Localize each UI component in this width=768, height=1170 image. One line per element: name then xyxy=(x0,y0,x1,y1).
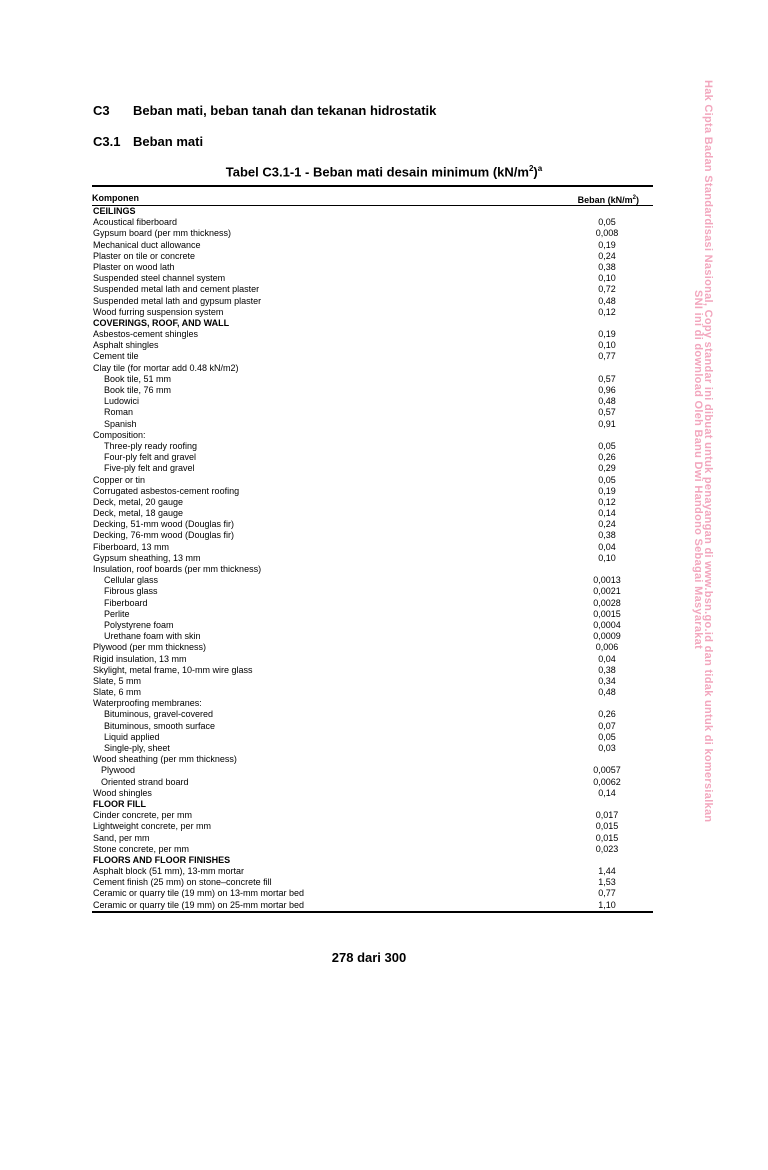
row-label: Gypsum sheathing, 13 mm xyxy=(93,552,201,563)
table-row xyxy=(92,586,653,597)
table-row xyxy=(92,698,653,709)
section-title: Beban mati, beban tanah dan tekanan hidrostatik xyxy=(133,103,437,118)
row-value: 0,0009 xyxy=(593,631,621,642)
row-value: 0,04 xyxy=(598,653,616,664)
table-title-note: a xyxy=(537,164,543,173)
row-label: Fiberboard xyxy=(104,597,148,608)
row-label: Perlite xyxy=(104,608,130,619)
table-row xyxy=(92,754,653,765)
row-value: 0,0028 xyxy=(593,597,621,608)
table-row xyxy=(92,419,653,430)
row-label: Wood furring suspension system xyxy=(93,306,224,317)
column-header-beban-tail: ) xyxy=(636,195,639,205)
row-label: Cement tile xyxy=(93,351,139,362)
row-value: 0,04 xyxy=(598,541,616,552)
row-value: 0,0013 xyxy=(593,575,621,586)
section-heading-c3 xyxy=(93,103,436,118)
row-value: 0,0062 xyxy=(593,776,621,787)
table-row xyxy=(92,833,653,844)
row-value: 0,14 xyxy=(598,787,616,798)
section-title: Beban mati xyxy=(133,134,204,149)
row-value: 0,19 xyxy=(598,239,616,250)
row-value: 0,72 xyxy=(598,284,616,295)
table-row xyxy=(92,430,653,441)
table-row xyxy=(92,900,653,911)
table-row xyxy=(92,765,653,776)
row-label: Wood shingles xyxy=(93,787,152,798)
table-section-row xyxy=(92,799,653,810)
table-title-text: Tabel C3.1-1 - Beban mati desain minimum (kN/m xyxy=(225,164,529,180)
table-row xyxy=(92,296,653,307)
row-value: 0,015 xyxy=(595,832,619,843)
table-row xyxy=(92,240,653,251)
row-label: COVERINGS, ROOF, AND WALL xyxy=(93,317,230,328)
table-row xyxy=(92,307,653,318)
table-row xyxy=(92,598,653,609)
row-value: 0,015 xyxy=(595,821,619,832)
table-row xyxy=(92,810,653,821)
row-value: 0,19 xyxy=(598,485,616,496)
row-value: 0,0015 xyxy=(593,608,621,619)
table-row xyxy=(92,642,653,653)
table-row xyxy=(92,441,653,452)
row-label: Plywood xyxy=(101,765,136,776)
table-row xyxy=(92,284,653,295)
page-number: 278 dari 300 xyxy=(331,950,407,965)
row-label: Waterproofing membranes: xyxy=(93,698,202,709)
row-label: Slate, 5 mm xyxy=(93,675,142,686)
row-label: Roman xyxy=(104,407,134,418)
row-label: Lightweight concrete, per mm xyxy=(93,821,212,832)
row-label: Acoustical fiberboard xyxy=(93,217,178,228)
row-label: CEILINGS xyxy=(93,206,136,216)
column-header-komponen: Komponen xyxy=(92,193,139,203)
row-label: Fibrous glass xyxy=(104,586,158,597)
table-row xyxy=(92,788,653,799)
table-section-row xyxy=(92,206,653,217)
row-label: Suspended steel channel system xyxy=(93,273,226,284)
row-label: Bituminous, smooth surface xyxy=(104,720,216,731)
table-row xyxy=(92,844,653,855)
row-label: Book tile, 51 mm xyxy=(104,373,172,384)
row-label: Corrugated asbestos-cement roofing xyxy=(93,485,240,496)
row-label: FLOORS AND FLOOR FINISHES xyxy=(93,854,231,865)
row-label: Plaster on tile or concrete xyxy=(93,250,196,261)
table-row xyxy=(92,888,653,899)
row-value: 0,03 xyxy=(598,743,616,753)
row-value: 0,0021 xyxy=(593,586,621,597)
row-label: Ludowici xyxy=(104,396,140,407)
row-label: Ceramic or quarry tile (19 mm) on 13-mm mortar bed xyxy=(93,888,305,899)
table-row xyxy=(92,519,653,530)
row-label: Fiberboard, 13 mm xyxy=(93,541,170,552)
row-value: 0,0057 xyxy=(593,765,621,776)
table-row xyxy=(92,553,653,564)
table-row xyxy=(92,575,653,586)
row-value: 1,10 xyxy=(598,899,616,910)
table-row xyxy=(92,665,653,676)
table-row xyxy=(92,620,653,631)
row-value: 0,77 xyxy=(598,351,616,362)
row-label: Urethane foam with skin xyxy=(104,631,201,642)
row-value: 0,38 xyxy=(598,530,616,541)
row-value: 0,38 xyxy=(598,261,616,272)
row-label: Four-ply felt and gravel xyxy=(104,452,197,463)
table-row xyxy=(92,463,653,474)
table-row xyxy=(92,743,653,754)
row-label: Mechanical duct allowance xyxy=(93,239,201,250)
row-value: 0,57 xyxy=(598,373,616,384)
row-label: Ceramic or quarry tile (19 mm) on 25-mm mortar bed xyxy=(93,899,305,910)
table-row xyxy=(92,340,653,351)
table-row xyxy=(92,374,653,385)
watermark-copyright: Hak Cipta Badan Standardisasi Nasional, Copy standar ini dibuat untuk penayangan di www.bsn.go.id dan tidak untuk di komersialkan xyxy=(702,80,714,823)
section-number: C3 xyxy=(93,103,110,118)
table-row xyxy=(92,385,653,396)
table-row xyxy=(92,866,653,877)
table-row xyxy=(92,654,653,665)
table-row xyxy=(92,821,653,832)
row-value: 0,017 xyxy=(595,810,619,821)
table-row xyxy=(92,273,653,284)
table-row xyxy=(92,709,653,720)
row-label: Asbestos-cement shingles xyxy=(93,329,199,340)
row-value: 0,07 xyxy=(598,720,616,731)
table-row xyxy=(92,251,653,262)
table-row xyxy=(92,217,653,228)
table-row xyxy=(92,508,653,519)
row-label: Bituminous, gravel-covered xyxy=(104,709,214,720)
row-value: 0,10 xyxy=(598,340,616,351)
row-label: Cement finish (25 mm) on stone–concrete fill xyxy=(93,877,272,888)
row-label: Sand, per mm xyxy=(93,832,150,843)
row-label: Decking, 76-mm wood (Douglas fir) xyxy=(93,530,235,541)
row-value: 0,34 xyxy=(598,675,616,686)
column-header-beban-text: Beban (kN/m xyxy=(577,195,633,205)
row-label: Asphalt block (51 mm), 13-mm mortar xyxy=(93,866,245,877)
row-label: Suspended metal lath and cement plaster xyxy=(93,284,260,295)
row-label: Asphalt shingles xyxy=(93,340,159,351)
row-value: 0,10 xyxy=(598,273,616,284)
row-value: 0,05 xyxy=(598,217,616,228)
table-row xyxy=(92,609,653,620)
row-value: 0,38 xyxy=(598,664,616,675)
row-value: 1,44 xyxy=(598,866,616,877)
table-row xyxy=(92,351,653,362)
table-row xyxy=(92,564,653,575)
table-row xyxy=(92,542,653,553)
row-label: Composition: xyxy=(93,429,146,440)
column-header-beban xyxy=(578,191,653,205)
table-row xyxy=(92,228,653,239)
watermark-download: SNI ini di download Oleh Banu Dwi Handono Sebagai Masyarakat xyxy=(692,290,704,650)
column-header-beban-sup: 2 xyxy=(632,195,636,201)
table-row xyxy=(92,363,653,374)
table-row xyxy=(92,631,653,642)
row-label: Skylight, metal frame, 10-mm wire glass xyxy=(93,664,253,675)
row-label: Gypsum board (per mm thickness) xyxy=(93,228,232,239)
table-row xyxy=(92,530,653,541)
table-section-row xyxy=(92,855,653,866)
row-value: 0,48 xyxy=(598,687,616,698)
row-value: 0,14 xyxy=(598,508,616,519)
row-value: 0,05 xyxy=(598,474,616,485)
row-label: FLOOR FILL xyxy=(93,798,146,809)
row-label: Copper or tin xyxy=(93,474,146,485)
row-label: Stone concrete, per mm xyxy=(93,843,190,854)
row-value: 0,05 xyxy=(598,440,616,451)
row-value: 0,006 xyxy=(595,642,619,653)
row-value: 0,008 xyxy=(595,228,619,239)
row-value: 0,05 xyxy=(598,731,616,742)
row-value: 0,26 xyxy=(598,709,616,720)
table-row xyxy=(92,687,653,698)
row-value: 0,023 xyxy=(595,843,619,854)
row-label: Deck, metal, 20 gauge xyxy=(93,496,184,507)
row-label: Wood sheathing (per mm thickness) xyxy=(93,754,237,765)
row-label: Deck, metal, 18 gauge xyxy=(93,508,184,519)
row-label: Suspended metal lath and gypsum plaster xyxy=(93,295,262,306)
table-title-tail: ) xyxy=(533,164,538,180)
dead-load-table xyxy=(92,185,653,913)
row-value: 0,0004 xyxy=(593,619,621,630)
table-section-row xyxy=(92,318,653,329)
section-number: C3.1 xyxy=(93,134,121,149)
row-label: Slate, 6 mm xyxy=(93,687,142,698)
table-row xyxy=(92,329,653,340)
row-label: Oriented strand board xyxy=(101,776,189,787)
table-row xyxy=(92,262,653,273)
table-row xyxy=(92,497,653,508)
row-value: 0,19 xyxy=(598,329,616,340)
row-label: Cellular glass xyxy=(104,575,159,586)
table-row xyxy=(92,732,653,743)
row-label: Single-ply, sheet xyxy=(104,743,170,753)
row-value: 0,24 xyxy=(598,250,616,261)
row-label: Book tile, 76 mm xyxy=(104,385,172,395)
row-label: Three-ply ready roofing xyxy=(104,440,198,451)
row-label: Cinder concrete, per mm xyxy=(93,810,193,821)
row-value: 1,53 xyxy=(598,877,616,888)
row-value: 0,10 xyxy=(598,552,616,563)
table-row xyxy=(92,777,653,788)
row-value: 0,57 xyxy=(598,407,616,418)
table-row xyxy=(92,486,653,497)
row-label: Rigid insulation, 13 mm xyxy=(93,653,187,664)
table-row xyxy=(92,721,653,732)
row-value: 0,96 xyxy=(598,385,616,395)
row-label: Insulation, roof boards (per mm thickness) xyxy=(93,564,262,574)
table-row xyxy=(92,676,653,687)
row-label: Liquid applied xyxy=(104,731,160,742)
row-label: Decking, 51-mm wood (Douglas fir) xyxy=(93,519,235,530)
table-body xyxy=(92,206,653,911)
table-row xyxy=(92,475,653,486)
table-row xyxy=(92,407,653,418)
row-value: 0,48 xyxy=(598,295,616,306)
row-label: Plaster on wood lath xyxy=(93,261,175,272)
table-header xyxy=(92,187,653,206)
table-row xyxy=(92,452,653,463)
row-value: 0,12 xyxy=(598,306,616,317)
row-label: Spanish xyxy=(104,418,137,429)
section-heading-c3-1 xyxy=(93,134,203,149)
table-row xyxy=(92,396,653,407)
row-value: 0,26 xyxy=(598,452,616,463)
row-label: Plywood (per mm thickness) xyxy=(93,642,207,653)
row-value: 0,29 xyxy=(598,463,616,474)
table-title-sup: 2 xyxy=(528,164,534,173)
row-label: Polystyrene foam xyxy=(104,619,174,630)
row-value: 0,48 xyxy=(598,396,616,407)
row-value: 0,91 xyxy=(598,418,616,429)
table-row xyxy=(92,877,653,888)
row-value: 0,12 xyxy=(598,496,616,507)
row-value: 0,77 xyxy=(598,888,616,899)
row-label: Clay tile (for mortar add 0.48 kN/m2) xyxy=(93,362,239,373)
table-title xyxy=(0,164,768,179)
row-value: 0,24 xyxy=(598,519,616,530)
row-label: Five-ply felt and gravel xyxy=(104,463,195,474)
